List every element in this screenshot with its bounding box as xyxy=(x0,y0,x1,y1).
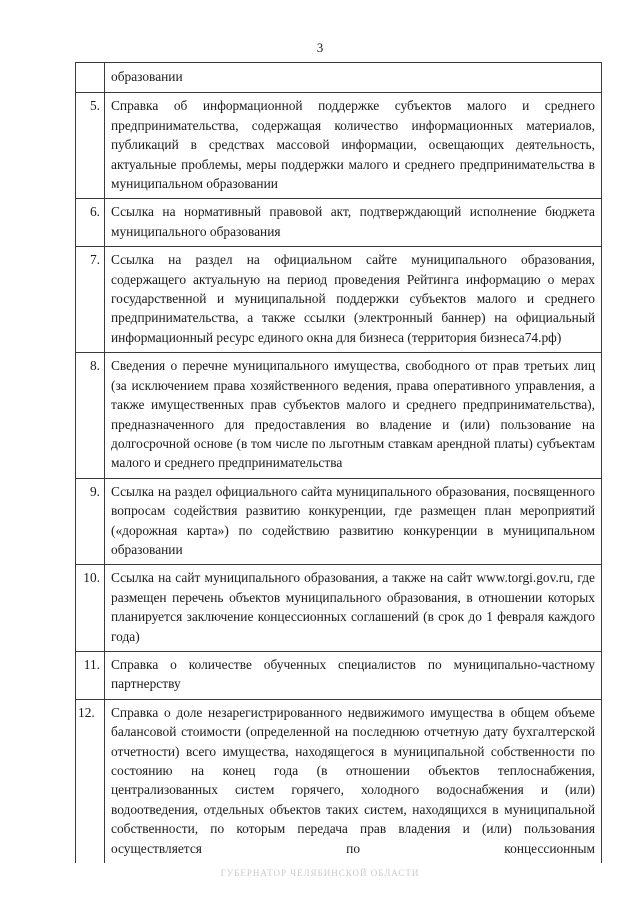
row-number: 11. xyxy=(76,651,105,699)
row-text: Справка о количестве обученных специалистов по муниципально-частному партнерству xyxy=(105,651,602,699)
table-row-10 xyxy=(76,565,602,652)
row-number: 10. xyxy=(76,565,105,652)
row-number: 7. xyxy=(76,247,105,353)
table-row-9 xyxy=(76,478,602,565)
table-row-7 xyxy=(76,247,602,353)
row-text: Справка о доле незарегистрированного недвижимого имущества в общем объеме балансовой стоимости (определенной на последнюю отчетную дату бухгалтерской отчетности) всего имущества, находящегося в муниципальной собственности по состоянию на конец года (в отношении объектов теплоснабжения, централизованных систем горячего, холодного водоснабжения и (или) водоотведения, отдельных объектов таких систем, находящихся в муниципальной собственности, по которым передача прав владения и (или) пользования осуществляется по концессионным xyxy=(105,699,602,863)
row-text: Ссылка на раздел официального сайта муниципального образования, посвященного вопросам содействия развитию конкуренции, где размещен план мероприятий («дорожная карта») по содействию развитию конкуренции в муниципальном образовании xyxy=(105,478,602,565)
row-number xyxy=(76,63,105,93)
table-row-8 xyxy=(76,353,602,478)
row-text: Сведения о перечне муниципального имущества, свободного от прав третьих лиц (за исключением права хозяйственного ведения, права оперативного управления, а также имущественных прав субъектов малого и среднего предпринимательства), предназначенного для предоставления во владение и (или) пользование на долгосрочной основе (в том числе по льготным ставкам арендной платы) субъектам малого и среднего предпринимательства xyxy=(105,353,602,478)
row-number: 8. xyxy=(76,353,105,478)
row-text: Справка об информационной поддержке субъектов малого и среднего предпринимательства, содержащая количество информационных материалов, публикаций в средствах массовой информации, освещающих деятельность, актуальные проблемы, меры поддержки малого и среднего предпринимательства в муниципальном образовании xyxy=(105,93,602,199)
row-text: Ссылка на нормативный правовой акт, подтверждающий исполнение бюджета муниципального образования xyxy=(105,199,602,247)
page-number: 3 xyxy=(316,40,324,55)
row-text: Ссылка на сайт муниципального образования, а также на сайт www.torgi.gov.ru, где размещен перечень объектов муниципального образования, в отношении которых планируется заключение концессионных соглашений (в срок до 1 февраля каждого года) xyxy=(105,565,602,652)
row-number: 9. xyxy=(76,478,105,565)
table-row-5 xyxy=(76,93,602,199)
document-table xyxy=(75,62,602,863)
row-number: 5. xyxy=(76,93,105,199)
row-text: Ссылка на раздел на официальном сайте муниципального образования, содержащего актуальную на период проведения Рейтинга информацию о мерах государственной и муниципальной поддержки субъектов малого и среднего предпринимательства, а также ссылки (электронный баннер) на официальный информационный ресурс единого окна для бизнеса (территория бизнеса74.рф) xyxy=(105,247,602,353)
watermark-stamp: ГУБЕРНАТОР ЧЕЛЯБИНСКОЙ ОБЛАСТИ xyxy=(220,868,420,878)
table-row-12 xyxy=(76,699,602,863)
row-number: 6. xyxy=(76,199,105,247)
row-text: образовании xyxy=(105,63,602,93)
table-row-11 xyxy=(76,651,602,699)
table-row-6 xyxy=(76,199,602,247)
row-number: 12. xyxy=(76,699,105,863)
table-row-continued xyxy=(76,63,602,93)
